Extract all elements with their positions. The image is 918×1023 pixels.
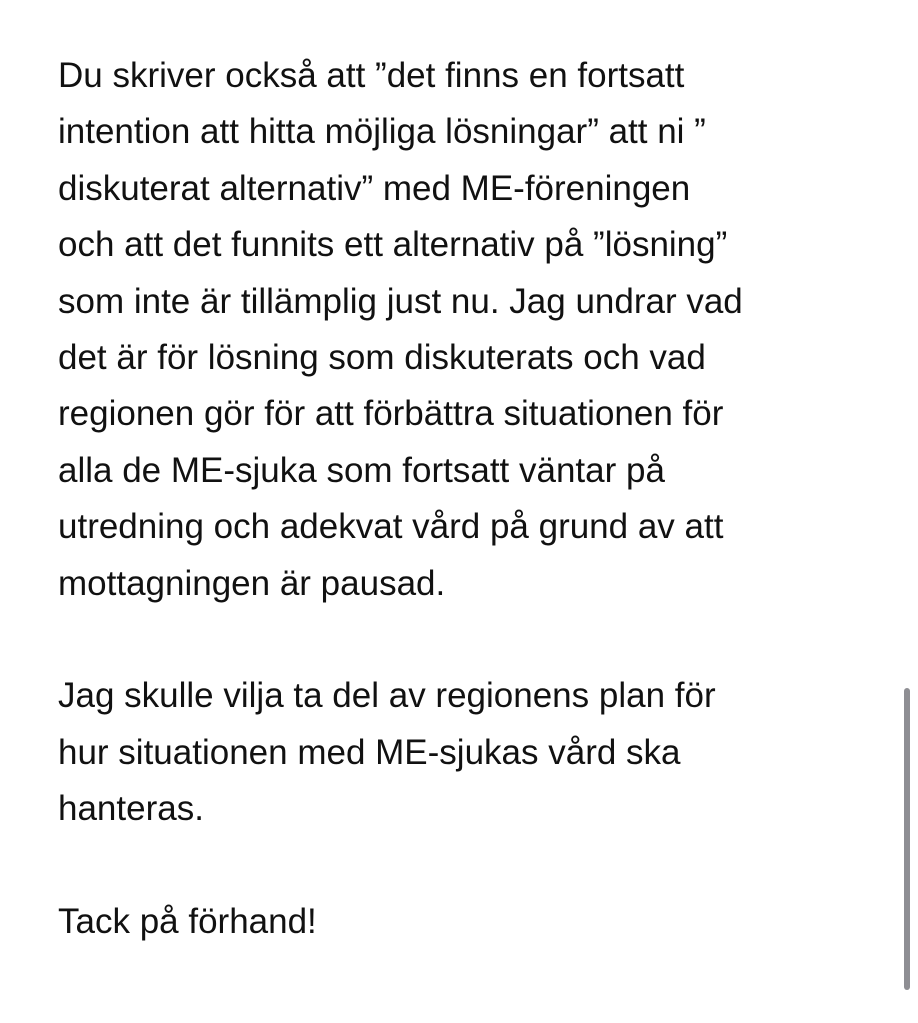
message-body [58, 48, 878, 950]
message-paragraph-3 [58, 894, 878, 950]
text-line: alla de ME-sjuka som fortsatt väntar på [58, 450, 665, 490]
text-line: diskuterat alternativ” med ME-föreningen [58, 168, 691, 208]
text-line: det är för lösning som diskuterats och vad [58, 337, 706, 377]
text-line: och att det funnits ett alternativ på ”lösning” [58, 225, 728, 265]
text-line: Du skriver också att ”det finns en fortsatt [58, 56, 685, 95]
text-line: mottagningen är pausad. [58, 563, 446, 603]
text-line: regionen gör för att förbättra situationen för [58, 394, 724, 434]
text-line: hanteras. [58, 789, 204, 829]
text-line: Jag skulle vilja ta del av regionens plan för [58, 676, 716, 716]
message-paragraph-1 [58, 48, 878, 612]
text-line: utredning och adekvat vård på grund av att [58, 507, 724, 547]
text-line: som inte är tillämplig just nu. Jag undrar vad [58, 281, 743, 321]
text-line: Tack på förhand! [58, 901, 317, 941]
paragraph-spacer [58, 837, 878, 893]
vertical-scrollbar[interactable] [904, 688, 910, 990]
text-line: hur situationen med ME-sjukas vård ska [58, 732, 681, 772]
text-line: intention att hitta möjliga lösningar” att ni ” [58, 112, 706, 152]
paragraph-spacer [58, 612, 878, 668]
message-paragraph-2 [58, 668, 878, 837]
